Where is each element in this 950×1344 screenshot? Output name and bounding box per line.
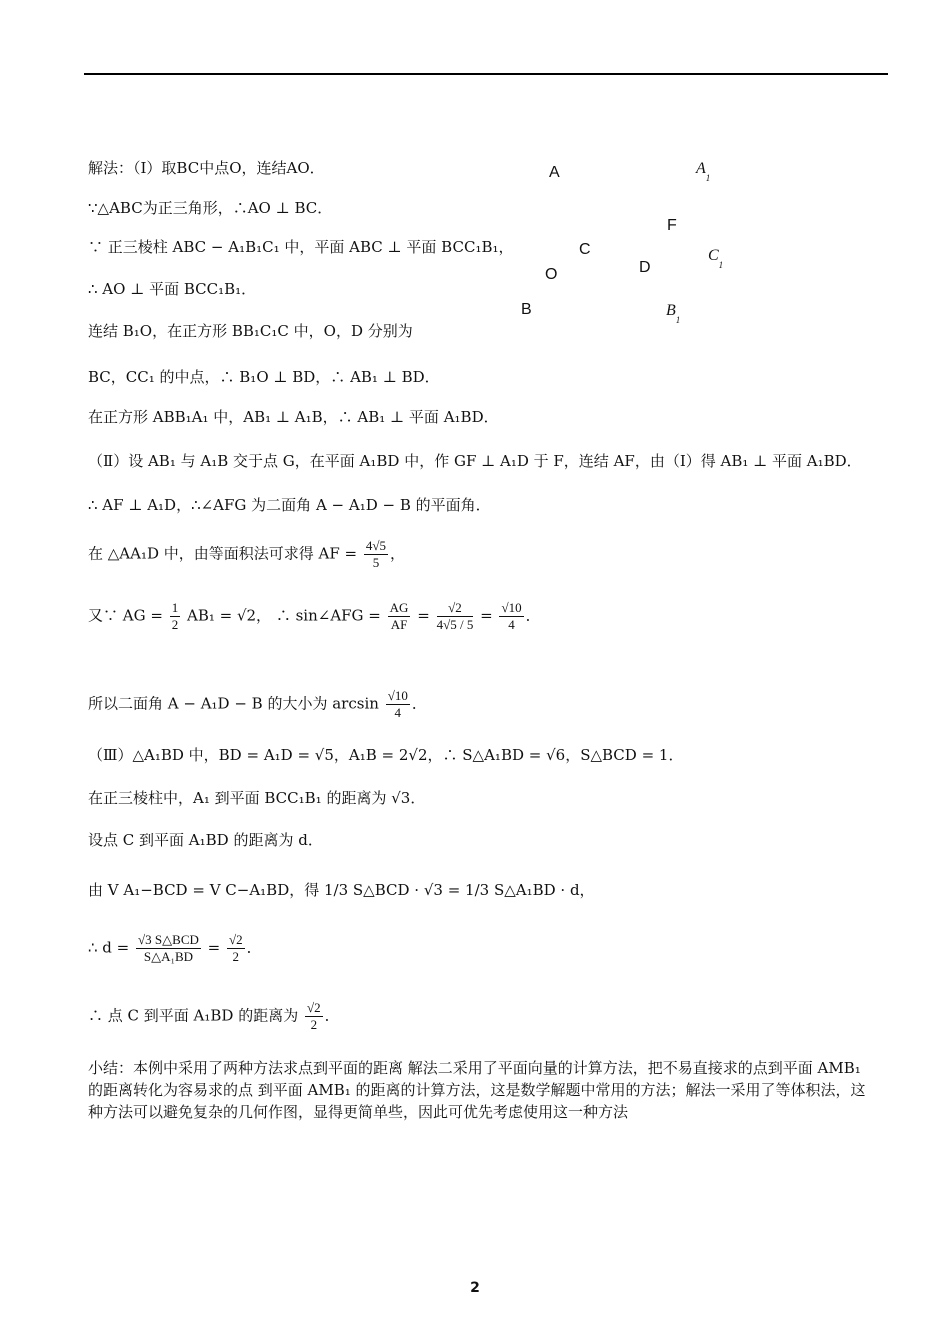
- summary-paragraph: 小结：本例中采用了两种方法求点到平面的距离 解法二采用了平面向量的计算方法，把不易直接求的点到平面 AMB₁ 的距离转化为容易求的点 到平面 AMB₁ 的距离的计算方法，这是数学解题中常用的方法；解法一采用了等体积法，这种方法可以避免复杂的几何作图，显得更简单些，因此可优先考虑使用这一种方法: [88, 1059, 866, 1121]
- solution-line-15: 设点 C 到平面 A₁BD 的距离为 d．: [88, 831, 323, 849]
- solution-line-13: （Ⅲ）△A₁BD 中，BD = A₁D = √5，A₁B = 2√2，∴ S△A₁BD = √6，S△BCD = 1．: [88, 746, 684, 764]
- label-C: C: [579, 241, 591, 258]
- solution-line-6: BC，CC₁ 的中点，∴ B₁O ⊥ BD，∴ AB₁ ⊥ BD．: [88, 368, 440, 386]
- label-A: A: [549, 164, 560, 181]
- label-O: O: [545, 266, 558, 283]
- label-B1: $B_1$: [666, 302, 681, 325]
- solution-line-11: 又∵ AG = $\frac{1}{2}$ AB₁ = √2， ∴ sin∠AFG = $\frac{AG}{AF}$ = $\frac{√2}{4√5 / 5}$ = $\frac{√10}{4}$ ．: [88, 600, 541, 632]
- solution-line-18: ∴ 点 C 到平面 A₁BD 的距离为 $\frac{√2}{2}$ ．: [88, 1000, 340, 1032]
- solution-line-4: ∴ AO ⊥ 平面 BCC₁B₁．: [88, 280, 257, 298]
- solution-line-5: 连结 B₁O，在正方形 BB₁C₁C 中，O，D 分别为: [88, 322, 413, 340]
- solution-line-9: ∴ AF ⊥ A₁D，∴∠AFG 为二面角 A − A₁D − B 的平面角．: [88, 496, 491, 514]
- label-D: D: [639, 259, 651, 276]
- solution-line-1: 解法：（Ⅰ）取BC中点O，连结AO．: [88, 159, 325, 177]
- header-rule: [84, 73, 888, 75]
- fraction-distance: $\frac{√2}{2}$: [307, 1000, 321, 1032]
- fraction-arcsin: $\frac{√10}{4}$: [387, 688, 408, 720]
- solution-line-10: 在 △AA₁D 中，由等面积法可求得 AF = $\frac{4√5}{5}$ ，: [88, 538, 406, 570]
- label-B: B: [521, 301, 532, 318]
- solution-line-7: 在正方形 ABB₁A₁ 中，AB₁ ⊥ A₁B，∴ AB₁ ⊥ 平面 A₁BD．: [88, 408, 499, 426]
- page-number: 2: [470, 1280, 480, 1296]
- solution-line-12: 所以二面角 A − A₁D − B 的大小为 arcsin $\frac{√10}{4}$ ．: [88, 688, 427, 720]
- fraction-ag-af: $\frac{AG}{AF}$: [389, 600, 409, 632]
- solution-line-14: 在正三棱柱中，A₁ 到平面 BCC₁B₁ 的距离为 √3．: [88, 789, 426, 807]
- label-C1: $C_1$: [708, 247, 724, 270]
- label-F: F: [667, 217, 677, 234]
- solution-line-2: ∵△ABC为正三角形，∴AO ⊥ BC．: [88, 199, 333, 217]
- label-A1: $A_1$: [696, 160, 711, 183]
- solution-line-3: ∵ 正三棱柱 ABC − A₁B₁C₁ 中，平面 ABC ⊥ 平面 BCC₁B₁，: [88, 238, 514, 256]
- fraction-sqrt10: $\frac{√10}{4}$: [501, 600, 522, 632]
- solution-line-16: 由 V A₁−BCD = V C−A₁BD，得 1/3 S△BCD · √3 = 1/3 S△A₁BD · d，: [88, 881, 595, 899]
- solution-line-8: （Ⅱ）设 AB₁ 与 A₁B 交于点 G，在平面 A₁BD 中，作 GF ⊥ A₁D 于 F，连结 AF，由（Ⅰ）得 AB₁ ⊥ 平面 A₁BD．: [88, 452, 862, 470]
- fraction-half: $\frac{1}{2}$: [171, 600, 179, 632]
- fraction-d-result: $\frac{√2}{2}$: [228, 932, 243, 964]
- solution-line-17: ∴ d = $\frac{\text{√3 S△BCD}}{\text{S△A₁BD}}$ = $\frac{√2}{2}$ ．: [88, 932, 262, 964]
- fraction-af: $\frac{4√5}{5}$: [365, 538, 387, 570]
- fraction-d: $\frac{\text{√3 S△BCD}}{\text{S△A₁BD}}$: [138, 932, 199, 964]
- fraction-sqrt2-over: $\frac{√2}{4√5 / 5}$: [436, 600, 474, 632]
